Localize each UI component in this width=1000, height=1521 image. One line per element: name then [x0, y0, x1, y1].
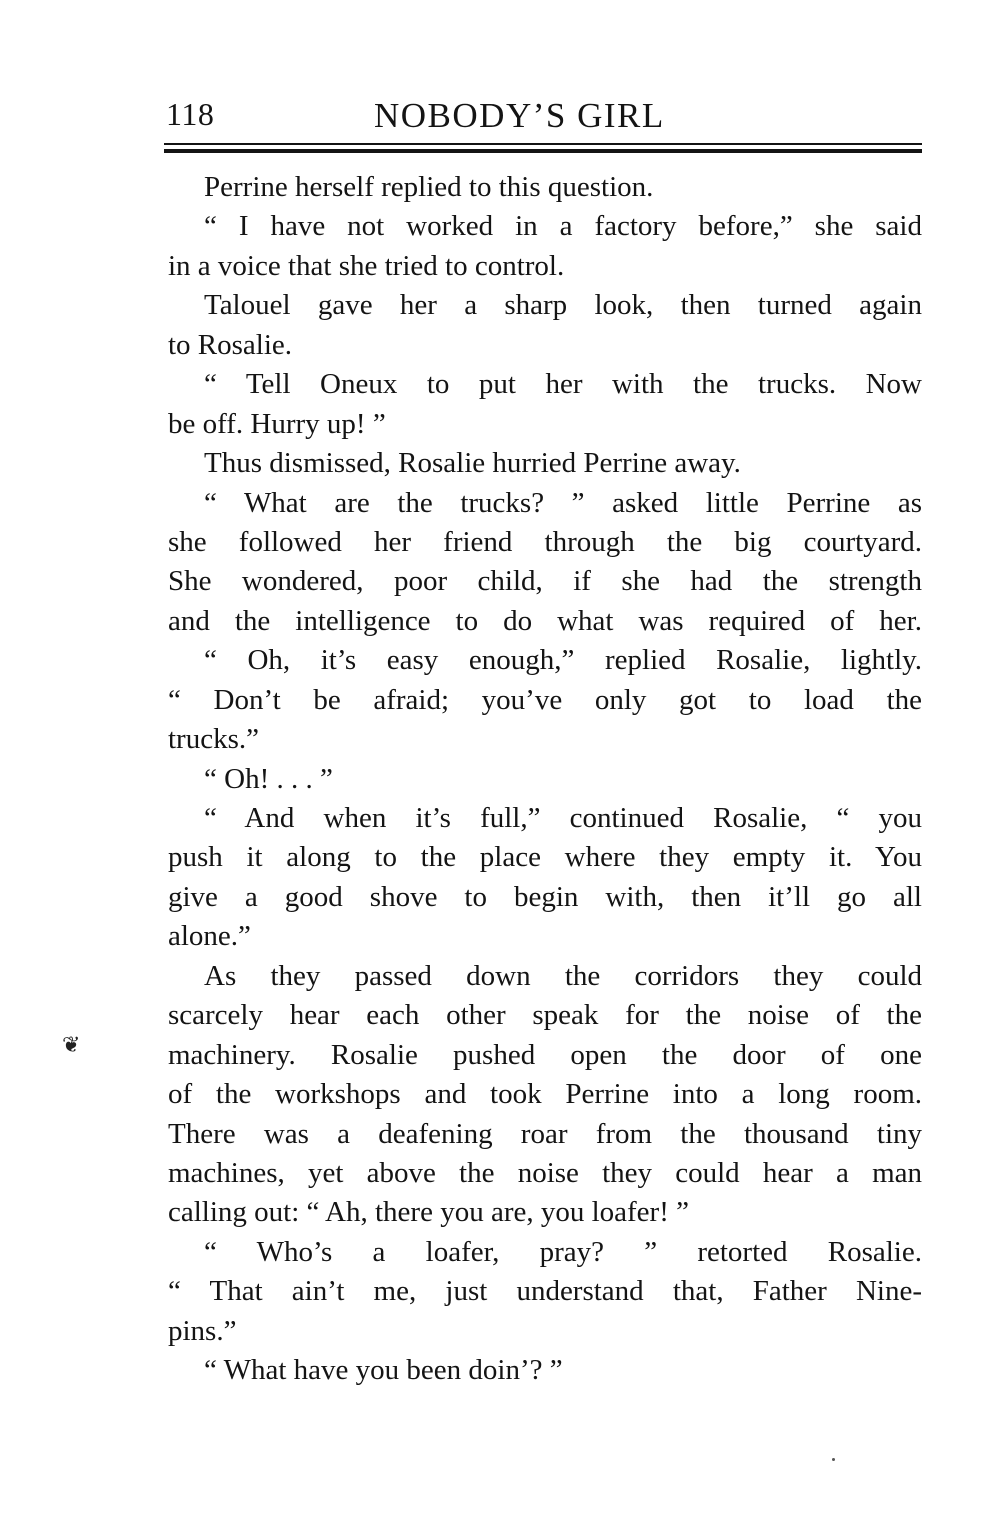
body-text — [168, 168, 922, 1391]
text-line: to Rosalie. — [168, 328, 293, 361]
paper-speck — [832, 1458, 835, 1461]
text-line: “ That ain’t me, just understand that, Father Nine- — [168, 1275, 922, 1308]
text-line: “ Tell Oneux to put her with the trucks. Now — [204, 368, 922, 401]
text-line: scarcely hear each other speak for the noise of the — [168, 999, 922, 1032]
text-line: Thus dismissed, Rosalie hurried Perrine away. — [204, 447, 741, 480]
header-rule-thin — [164, 143, 922, 145]
running-title: NOBODY’S GIRL — [374, 96, 665, 135]
text-line: “ Who’s a loafer, pray? ” retorted Rosalie. — [204, 1235, 922, 1268]
header-rule-thick — [164, 149, 922, 153]
page-number: 118 — [166, 96, 215, 132]
text-line: calling out: “ Ah, there you are, you loafer! ” — [168, 1196, 689, 1229]
text-line: of the workshops and took Perrine into a long room. — [168, 1078, 922, 1111]
text-line: As they passed down the corridors they could — [204, 959, 922, 992]
text-line: “ And when it’s full,” continued Rosalie, “ you — [204, 802, 922, 834]
text-line: be off. Hurry up! ” — [168, 407, 386, 440]
text-line: she followed her friend through the big courtyard. — [168, 525, 922, 558]
text-line: “ Oh, it’s easy enough,” replied Rosalie, lightly. — [204, 644, 922, 677]
text-line: “ What are the trucks? ” asked little Perrine as — [204, 486, 922, 519]
text-line: in a voice that she tried to control. — [168, 249, 565, 282]
text-line: She wondered, poor child, if she had the strength — [168, 565, 922, 598]
page-header — [166, 96, 922, 140]
text-line: Talouel gave her a sharp look, then turned again — [204, 289, 922, 322]
text-line: trucks.” — [168, 723, 259, 756]
text-line: “ Don’t be afraid; you’ve only got to load the — [168, 683, 922, 716]
text-line: pins.” — [168, 1314, 237, 1347]
margin-ornament-icon: ❦ — [62, 1032, 81, 1057]
text-line: There was a deafening roar from the thousand tiny — [168, 1117, 922, 1150]
text-line: “ What have you been doin’? ” — [204, 1354, 563, 1387]
text-line: push it along to the place where they empty it. You — [168, 841, 922, 874]
text-line: Perrine herself replied to this question. — [204, 171, 654, 203]
text-line: give a good shove to begin with, then it’ll go all — [168, 880, 922, 913]
text-line: machinery. Rosalie pushed open the door of one — [168, 1038, 922, 1071]
text-line: “ Oh! . . . ” — [204, 762, 333, 795]
text-line: and the intelligence to do what was required of her. — [168, 604, 922, 637]
text-line: alone.” — [168, 920, 251, 953]
text-line: machines, yet above the noise they could hear a man — [168, 1156, 922, 1189]
text-line: “ I have not worked in a factory before,” she said — [204, 210, 922, 243]
